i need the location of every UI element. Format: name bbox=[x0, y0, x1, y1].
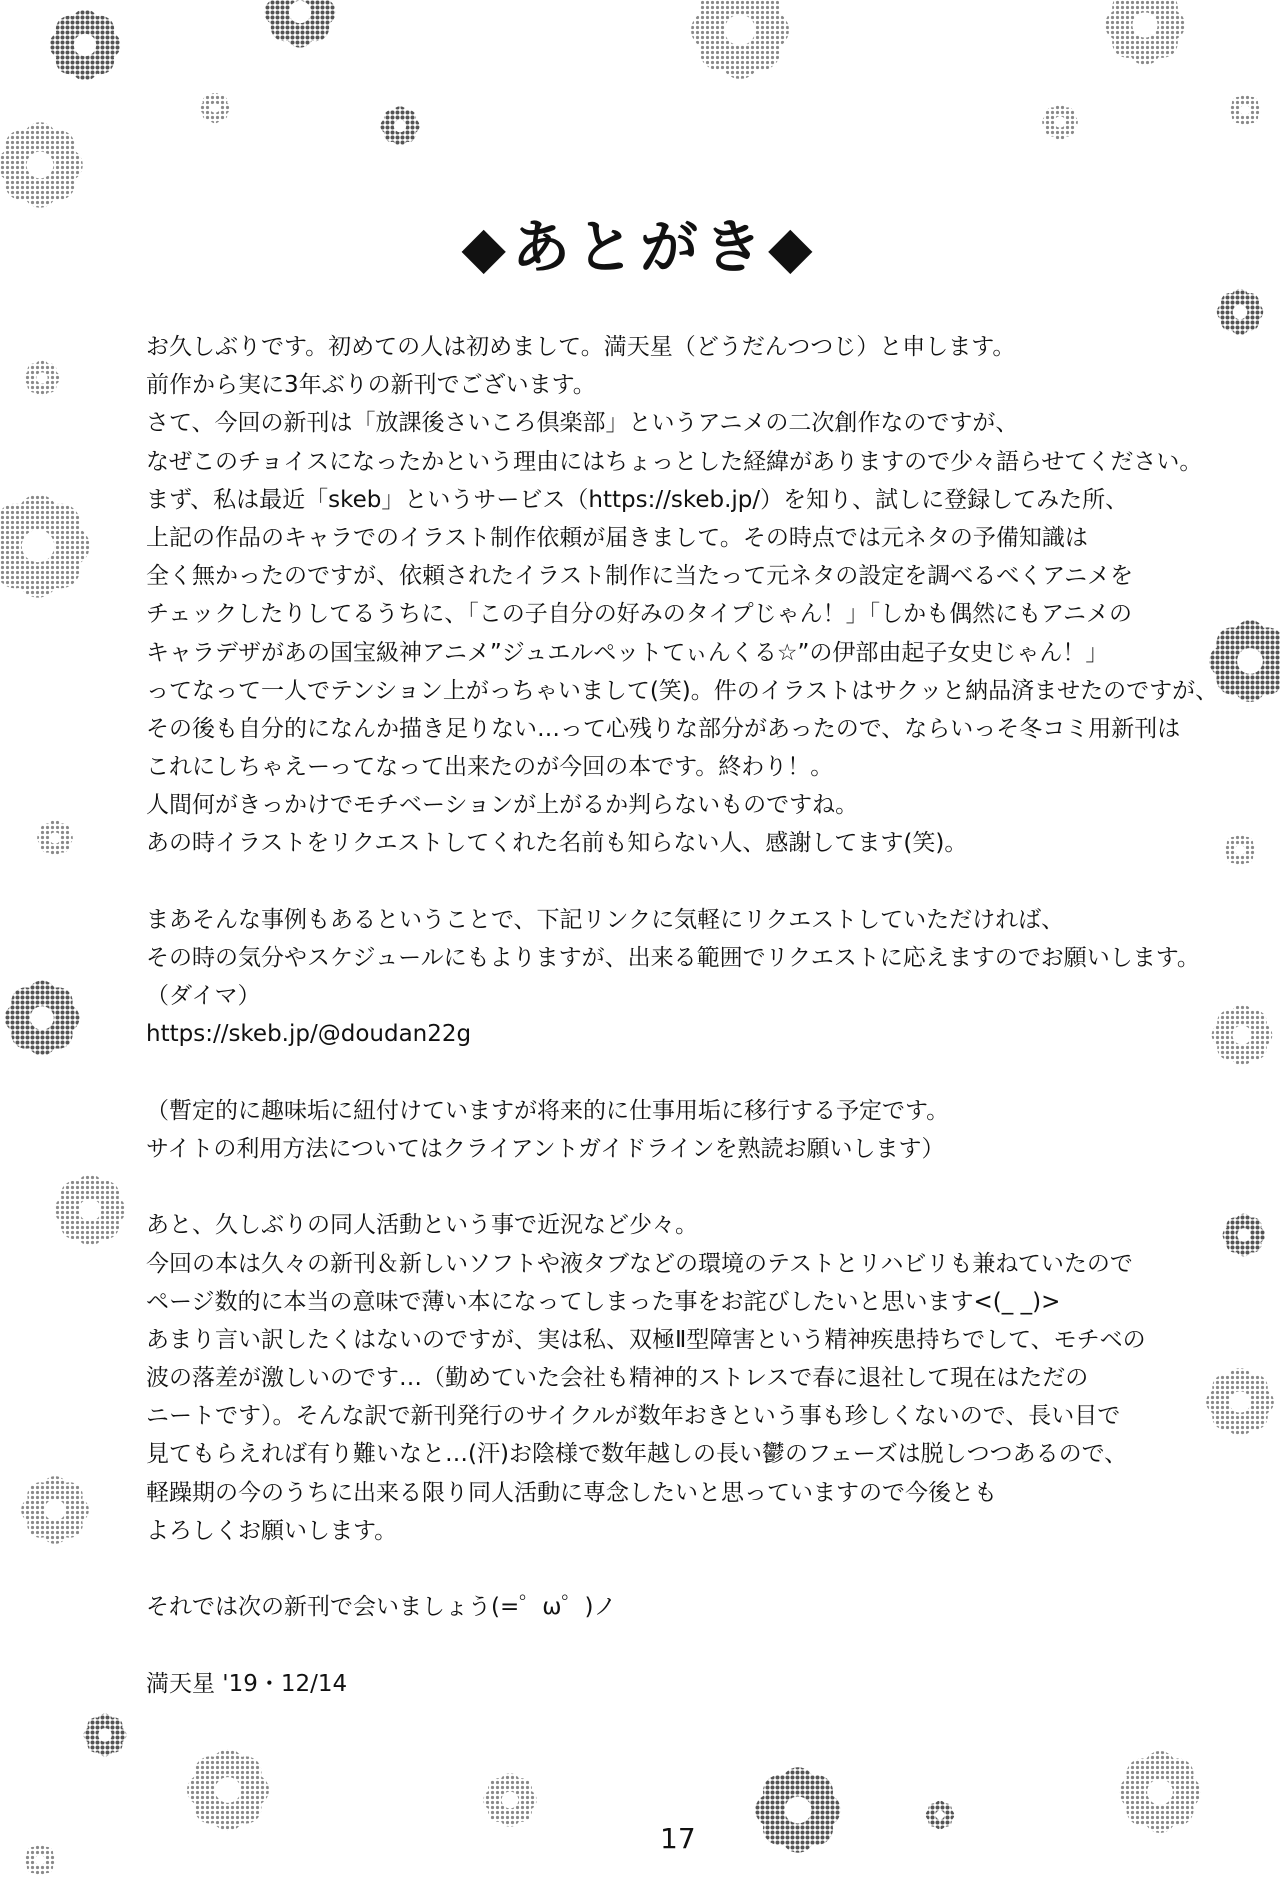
text-line: あまり言い訳したくはないのですが、実は私、双極Ⅱ型障害という精神疾患持ちでして、モチベの bbox=[146, 1326, 1146, 1353]
dotted-flower bbox=[37, 820, 73, 856]
text-line: まあそんな事例もあるということで、下記リンクに気軽にリクエストしていただければ、 bbox=[146, 906, 1065, 933]
text-line: 今回の本は久々の新刊＆新しいソフトや液タブなどの環境のテストとリハビリも兼ねていたので bbox=[146, 1250, 1133, 1277]
blank-line bbox=[146, 1626, 1226, 1664]
text-line: あと、久しぶりの同人活動という事で近況など少々。 bbox=[146, 1212, 698, 1239]
text-line: サイトの利用方法についてはクライアントガイドラインを熟読お願いします） bbox=[146, 1135, 945, 1162]
dotted-flower bbox=[21, 1476, 89, 1544]
dotted-flower bbox=[49, 9, 120, 80]
text-line: 上記の作品のキャラでのイラスト制作依頼が届きまして。その時点では元ネタの予備知識は bbox=[146, 524, 1088, 551]
text-line: （ダイマ） bbox=[146, 983, 261, 1010]
dotted-flower bbox=[380, 106, 419, 145]
text-line: さて、今回の新刊は「放課後さいころ倶楽部」というアニメの二次創作なのですが、 bbox=[146, 410, 1019, 437]
dotted-flower bbox=[200, 93, 230, 123]
text-line: 見てもらえれば有り難いなと…(汗)お陰様で数年越しの長い鬱のフェーズは脱しつつあるので、 bbox=[146, 1441, 1128, 1468]
afterword-body bbox=[146, 328, 1226, 1703]
dotted-flower bbox=[264, 0, 335, 48]
dotted-flower bbox=[691, 0, 789, 79]
text-line: それでは次の新刊で会いましょう(=゜ω゜)ノ bbox=[146, 1594, 617, 1621]
dotted-flower bbox=[1224, 834, 1256, 866]
text-line: その時の気分やスケジュールにもよりますが、出来る範囲でリクエストに応えますのでお願いします。 bbox=[146, 945, 1200, 971]
dotted-flower bbox=[483, 1773, 536, 1826]
blank-line bbox=[146, 863, 1226, 901]
dotted-flower bbox=[5, 981, 80, 1056]
text-line: https://skeb.jp/@doudan22g bbox=[146, 1021, 472, 1048]
page-title: ◆あとがき◆ bbox=[461, 213, 819, 281]
dotted-flower bbox=[1105, 0, 1185, 65]
text-line: （暫定的に趣味垢に紐付けていますが将来的に仕事用垢に移行する予定です。 bbox=[146, 1097, 950, 1124]
blank-line bbox=[146, 1550, 1226, 1588]
dotted-flower bbox=[24, 1844, 56, 1876]
text-line: 満天星 '19・12/14 bbox=[146, 1670, 348, 1697]
dotted-flower bbox=[0, 122, 83, 208]
dotted-flower bbox=[1119, 1751, 1201, 1833]
blank-line bbox=[146, 1168, 1226, 1206]
page-number: 17 bbox=[660, 1822, 696, 1855]
dotted-flower bbox=[755, 1767, 841, 1853]
dotted-flower bbox=[1229, 94, 1261, 126]
text-line: ページ数的に本当の意味で薄い本になってしまった事をお詫びしたいと思います<(_ _)> bbox=[146, 1288, 1061, 1315]
dotted-flower bbox=[926, 1801, 955, 1830]
dotted-flower bbox=[1223, 1214, 1266, 1257]
text-line: チェックしたりしてるうちに、「この子自分の好みのタイプじゃん！」「しかも偶然にもアニメの bbox=[146, 601, 1133, 628]
dotted-flower bbox=[0, 494, 90, 597]
dotted-flower bbox=[1042, 104, 1078, 140]
text-line: 軽躁期の今のうちに出来る限り同人活動に専念したいと思っていますので今後とも bbox=[146, 1479, 997, 1506]
dotted-flower bbox=[54, 1174, 125, 1245]
text-line: 全く無かったのですが、依頼されたイラスト制作に当たって元ネタの設定を調べるべくアニメを bbox=[146, 563, 1134, 590]
text-line: まず、私は最近「skeb」というサービス（https://skeb.jp/）を知り、試しに登録してみた所、 bbox=[146, 486, 1129, 513]
text-line: ニートです）。そんな訳で新刊発行のサイクルが数年おきという事も珍しくないので、長い目で bbox=[146, 1403, 1121, 1430]
text-line: ってなって一人でテンション上がっちゃいまして(笑)。件のイラストはサクッと納品済ませたのですが、 bbox=[146, 677, 1219, 704]
text-line: その後も自分的になんか描き足りない…って心残りな部分があったので、ならいっそ冬コミ用新刊は bbox=[146, 715, 1181, 742]
text-line: これにしちゃえーってなって出来たのが今回の本です。終わり！。 bbox=[146, 754, 834, 781]
text-line: あの時イラストをリクエストしてくれた名前も知らない人、感謝してます(笑)。 bbox=[146, 830, 968, 857]
dotted-flower bbox=[24, 360, 60, 396]
dotted-flower bbox=[187, 1749, 269, 1831]
dotted-flower bbox=[84, 1714, 127, 1757]
text-line: よろしくお願いします。 bbox=[146, 1517, 398, 1544]
text-line: お久しぶりです。初めての人は初めまして。満天星（どうだんつつじ）と申します。 bbox=[146, 334, 1016, 360]
text-line: キャラデザがあの国宝級神アニメ”ジュエルペットてぃんくる☆”の伊部由起子女史じゃん！」 bbox=[146, 639, 1109, 666]
blank-line bbox=[146, 1054, 1226, 1092]
text-line: 前作から実に3年ぶりの新刊でございます。 bbox=[146, 372, 596, 399]
text-line: 波の落差が激しいのです…（勤めていた会社も精神的ストレスで春に退社して現在はただの bbox=[146, 1365, 1089, 1392]
text-line: なぜこのチョイスになったかという理由にはちょっとした経緯がありますので少々語らせてください。 bbox=[146, 448, 1203, 475]
text-line: 人間何がきっかけでモチベーションが上がるか判らないものですね。 bbox=[146, 792, 859, 819]
